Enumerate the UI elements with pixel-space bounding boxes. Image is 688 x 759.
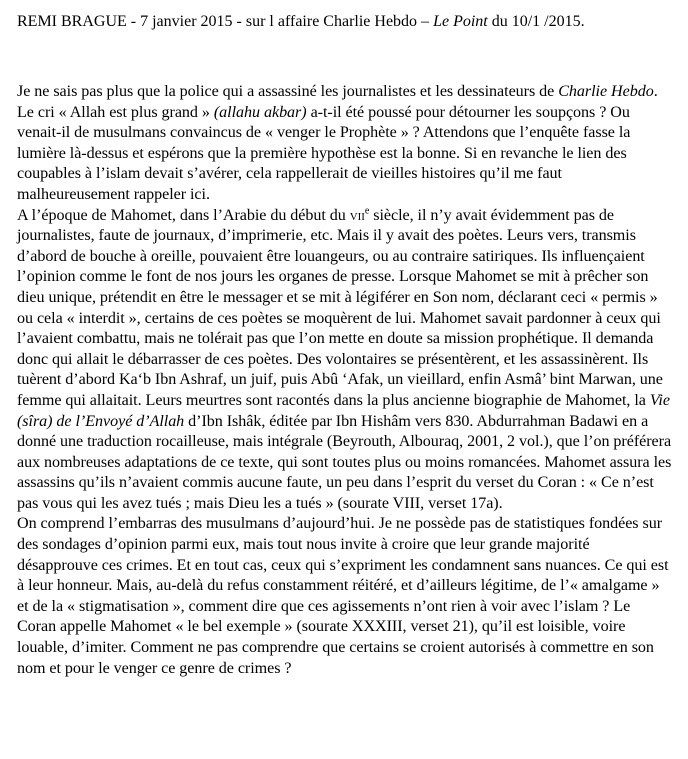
header-prefix: REMI BRAGUE - 7 janvier 2015 - sur l affaire Charlie Hebdo – xyxy=(17,13,434,30)
p2-text-2: siècle, il n’y avait évidemment pas de journalistes, faute de journaux, d’imprimerie, etc. Mais il y avait des poètes. Leurs vers, transmis d’abord de bouche à oreille, pouvaient être louangeurs, ou au contraire satiriques. Ils influençaient l’opinion comme le font de nos jours les organes de presse. Lorsque Mahomet se mit à prêcher son dieu unique, prétendit en être le messager et se mit à légiférer en Son nom, déclarant ceci « permis » ou cela « interdit », certains de ces poètes se moquèrent de lui. Mahomet savait pardonner à ceux qui l’avaient combattu, mais ne tolérait pas que l’on mette en doute sa mission prophétique. Il demanda donc qui allait le débarrasser de ces poètes. Des volontaires se présentèrent, et les assassinèrent. Ils tuèrent d’abord Ka‘b Ibn Ashraf, un juif, puis Abû ‘Afak, un vieillard, enfin Asmâ’ bint Marwan, une femme qui allaitait. Leurs meurtres sont racontés dans la plus ancienne biographie de Mahomet, la xyxy=(17,206,663,409)
header-journal-title: Le Point xyxy=(433,13,488,30)
p1-text-2: . Le cri « Allah est plus grand » xyxy=(17,83,658,121)
p1-text-3: a-t-il été poussé pour détourner les soupçons ? Ou venait-il de musulmans convaincus de « venger le Prophète » ? Attendons que l’enquête fasse la lumière là-dessus et espérons que la première hypothèse est la bonne. Si en revanche le lien des coupables à l’islam devait s’avérer, cela rappellerait de vieilles histoires qu’il me faut malheureusement rappeler ici. xyxy=(17,103,631,203)
p2-century-superscript: e xyxy=(364,205,370,217)
paragraph-1 xyxy=(17,82,672,206)
p2-text-3: d’Ibn Ishâk, éditée par Ibn Hishâm vers 830. Abdurrahman Badawi en a donné une traduction rocailleuse, mais intégrale (Beyrouth, Albouraq, 2001, 2 vol.), que l’on préférera aux nombreuses adaptations de ce texte, qui sont toutes plus ou moins romancées. Mahomet assura les assassins qu’ils n’avaient commis aucune faute, un peu dans l’esprit du verset du Coran : « Ce n’est pas vous qui les avez tués ; mais Dieu les a tués » (sourate VIII, verset 17a). xyxy=(17,412,672,512)
p2-century: vii xyxy=(349,206,365,224)
paragraph-2 xyxy=(17,206,672,515)
p1-italic-charlie-hebdo: Charlie Hebdo xyxy=(558,83,654,100)
p1-italic-allahu-akbar: (allahu akbar) xyxy=(213,103,307,121)
document-header xyxy=(17,12,672,32)
header-suffix: du 10/1 /2015. xyxy=(487,13,585,30)
p2-italic-book-title: Vie (sîra) de l’Envoyé d’Allah xyxy=(17,391,670,430)
p3-text-1: On comprend l’embarras des musulmans d’aujourd’hui. Je ne possède pas de statistiques fondées sur des sondages d’opinion parmi eux, mais tout nous invite à croire que leur grande majorité désapprouve ces crimes. Et en tout cas, ceux qui s’expriment les condamnent sans nuances. Ce qui est à leur honneur. Mais, au-delà du refus constamment réitéré, et d’ailleurs légitime, de l’« amalgame » et de la « stigmatisation », comment dire que ces agissements n’ont rien à voir avec l’islam ? Le Coran appelle Mahomet « le bel exemple » (sourate XXXIII, verset 21), qu’il est loisible, voire louable, d’imiter. Comment ne pas comprendre que certains se croient autorisés à commettre en son nom et pour le venger ce genre de crimes ? xyxy=(17,515,669,677)
paragraph-3 xyxy=(17,514,672,679)
p2-text-1: A l’époque de Mahomet, dans l’Arabie du début du xyxy=(17,206,350,224)
p1-text-1: Je ne sais pas plus que la police qui a assassiné les journalistes et les dessinateurs de xyxy=(17,83,559,100)
